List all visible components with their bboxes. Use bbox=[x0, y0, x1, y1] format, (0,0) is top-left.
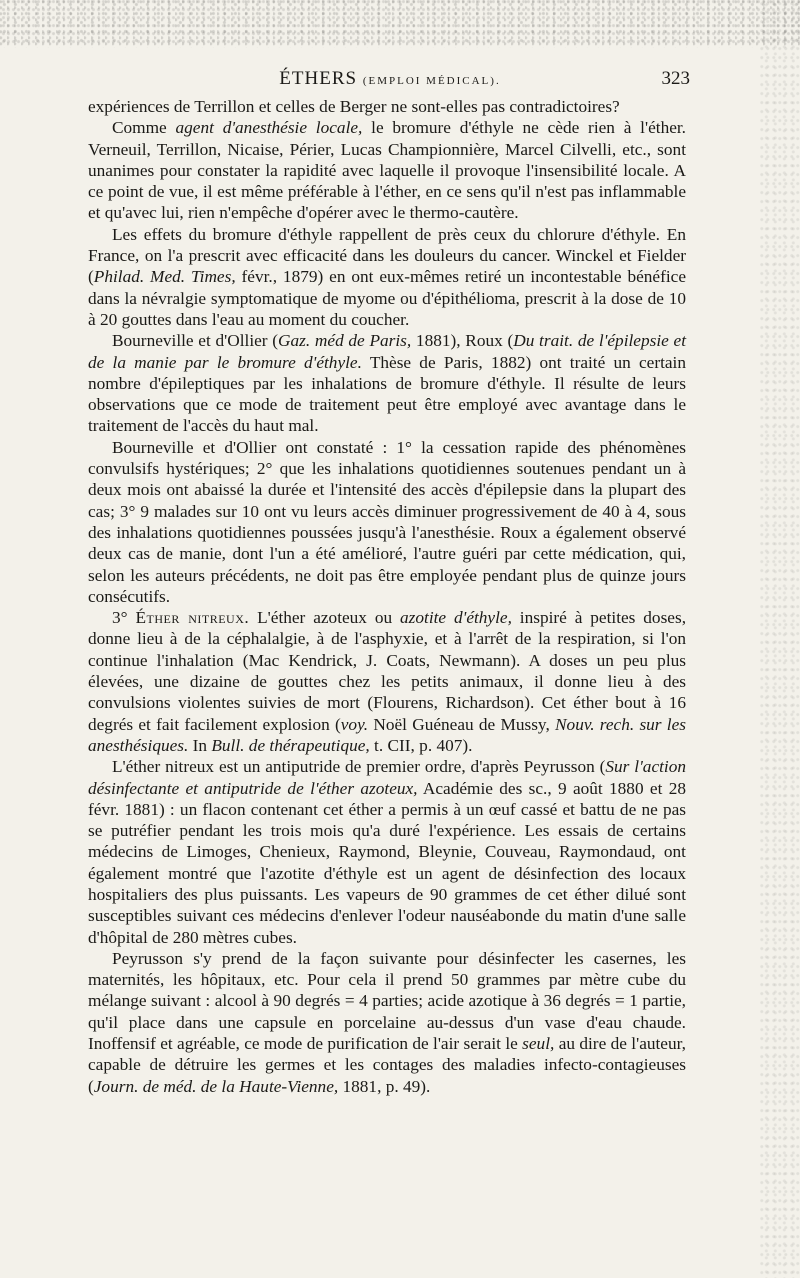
paragraph bbox=[88, 96, 686, 117]
text-span: 1881, p. 49). bbox=[338, 1076, 431, 1096]
paragraph bbox=[88, 224, 686, 330]
text-span: Comme bbox=[112, 118, 176, 138]
italic-span: Sur l'action désinfectante et antiputride de l'éther azoteux, bbox=[88, 757, 686, 798]
text-span: Peyrusson s'y prend de la façon suivante pour désinfecter les casernes, les maternités, les hôpitaux, etc. Pour cela il prend 50 grammes par mètre cube du mélange suivant : alcool à 90 degrés = 4 parties; acide azotique à 36 degrés = 1 partie, qu'il place dans une capsule en porcelaine au-dessus d'un vase d'eau chaude. Inoffensif et agréable, ce mode de purification de l'air serait le bbox=[88, 948, 686, 1054]
paragraph bbox=[88, 948, 686, 1097]
text-span: Académie des sc., 9 août 1880 et 28 févr. 1881) : un flacon contenant cet éther a permis à un œuf cassé et battu de ne pas se putréfier pendant les trois mois qu'a duré l'expérience. Les essais de certains médecins de Limoges, Chenieux, Raymond, Bleynie, Couveau, Raymondaud, ont également montré que l'azotite d'éthyle est un agent de désinfection des locaux hospitaliers des plus puissants. Les vapeurs de 90 grammes de cet éther dilué sont susceptibles suivant ces médecins d'enlever l'odeur nauséabonde du matin d'une salle d'hôpital de 280 mètres cubes. bbox=[88, 778, 686, 947]
italic-span: Journ. de méd. de la Haute-Vienne, bbox=[93, 1076, 339, 1096]
paragraph bbox=[88, 330, 686, 436]
small-caps-heading: Éther nitreux. bbox=[135, 608, 250, 628]
text-span: Bourneville et d'Ollier ont constaté : 1° la cessation rapide des phénomènes convulsifs hystériques; 2° que les inhalations quotidiennes soutenues pendant un à deux mois ont abaissé la durée et l'intensité des accès d'épilepsie dans la plupart des cas; 3° 9 malades sur 10 ont vu leurs accès diminuer progressivement de 40 à 4, sous des inhalations quotidiennes poussées jusqu'à l'anesthésie. Roux a également observé deux cas de manie, dont l'un a été amélioré, l'autre guéri par cette médication, qui, selon les auteurs précédents, ne doit pas être employée pendant plus de quinze jours consécutifs. bbox=[88, 437, 686, 606]
text-span: févr., 1879) en ont eux-mêmes retiré un incontestable bénéfice dans la névralgie symptomatique de myome ou d'épithélioma, prescrit à la dose de 10 à 20 gouttes dans l'eau au moment du coucher. bbox=[88, 267, 686, 329]
text-span: 1881), Roux ( bbox=[411, 331, 514, 351]
text-span: L'éther azoteux ou bbox=[249, 608, 401, 628]
paragraph bbox=[88, 607, 686, 756]
scan-noise-right bbox=[760, 0, 800, 1278]
page-number: 323 bbox=[661, 68, 690, 89]
text-span: L'éther nitreux est un antiputride de premier ordre, d'après Peyrusson ( bbox=[112, 757, 606, 777]
running-title bbox=[90, 68, 690, 90]
header-subtitle: (EMPLOI MÉDICAL). bbox=[362, 75, 501, 87]
text-span: expériences de Terrillon et celles de Berger ne sont-elles pas contradictoires? bbox=[88, 97, 620, 116]
text-span: In bbox=[188, 735, 212, 755]
italic-span: Bull. de thérapeutique, bbox=[211, 735, 370, 755]
scan-noise-top bbox=[0, 0, 800, 48]
text-span: au dire de l'auteur, capable de détruire les germes et les contages des maladies infecto-contagieuses ( bbox=[88, 1034, 686, 1096]
italic-span: azotite d'éthyle, bbox=[400, 608, 512, 628]
paragraph bbox=[88, 117, 686, 223]
italic-span: agent d'anesthésie locale, bbox=[175, 118, 363, 138]
body-text bbox=[88, 96, 686, 1097]
italic-span: Du trait. de l'épilepsie et de la manie par le bromure d'éthyle. bbox=[88, 331, 686, 372]
paragraph bbox=[88, 756, 686, 948]
text-span: 3° bbox=[112, 608, 136, 628]
paragraph bbox=[88, 437, 686, 607]
text-span: inspiré à petites doses, donne lieu à de la céphalalgie, à de l'asphyxie, et à l'arrêt de la respiration, si l'on continue l'inhalation (Mac Kendrick, J. Coats, Newmann). A doses un peu plus élevées, une dizaine de gouttes chez les petits animaux, il donne lieu à des convulsions violentes suivies de mort (Flourens, Richardson). Cet éther bout à 16 degrés et fait facilement explosion ( bbox=[88, 608, 687, 734]
text-span: Les effets du bromure d'éthyle rappellent de près ceux du chlorure d'éthyle. En France, on l'a prescrit avec efficacité dans les douleurs du cancer. Winckel et Fielder ( bbox=[88, 224, 686, 287]
italic-span: voy. bbox=[340, 714, 369, 734]
italic-span: Nouv. rech. sur les anesthésiques. bbox=[88, 714, 686, 755]
running-head bbox=[90, 64, 690, 94]
text-span: Noël Guéneau de Mussy, bbox=[368, 714, 556, 734]
header-title: ÉTHERS bbox=[279, 68, 358, 89]
italic-span: Philad. Med. Times, bbox=[93, 267, 236, 287]
text-span: Bourneville et d'Ollier ( bbox=[112, 331, 279, 351]
text-span: Thèse de Paris, 1882) ont traité un certain nombre d'épileptiques par les inhalations de bromure d'éthyle. Il résulte de leurs observations que ce mode de traitement peut être employé avec avantage dans le traitement de l'accès du haut mal. bbox=[88, 352, 686, 436]
italic-span: seul, bbox=[522, 1034, 555, 1054]
italic-span: Gaz. méd de Paris, bbox=[278, 331, 412, 351]
text-span: le bromure d'éthyle ne cède rien à l'éther. Verneuil, Terrillon, Nicaise, Périer, Lucas Championnière, Marcel Cilvelli, etc., sont unanimes pour constater la rapidité avec laquelle il provoque l'insensibilité locale. A ce point de vue, il est même préférable à l'éther, en ce sens qu'il n'est pas inflammable et qu'avec lui, rien n'empêche d'opérer avec le thermo-cautère. bbox=[88, 118, 686, 223]
text-span: t. CII, p. 407). bbox=[369, 735, 473, 755]
